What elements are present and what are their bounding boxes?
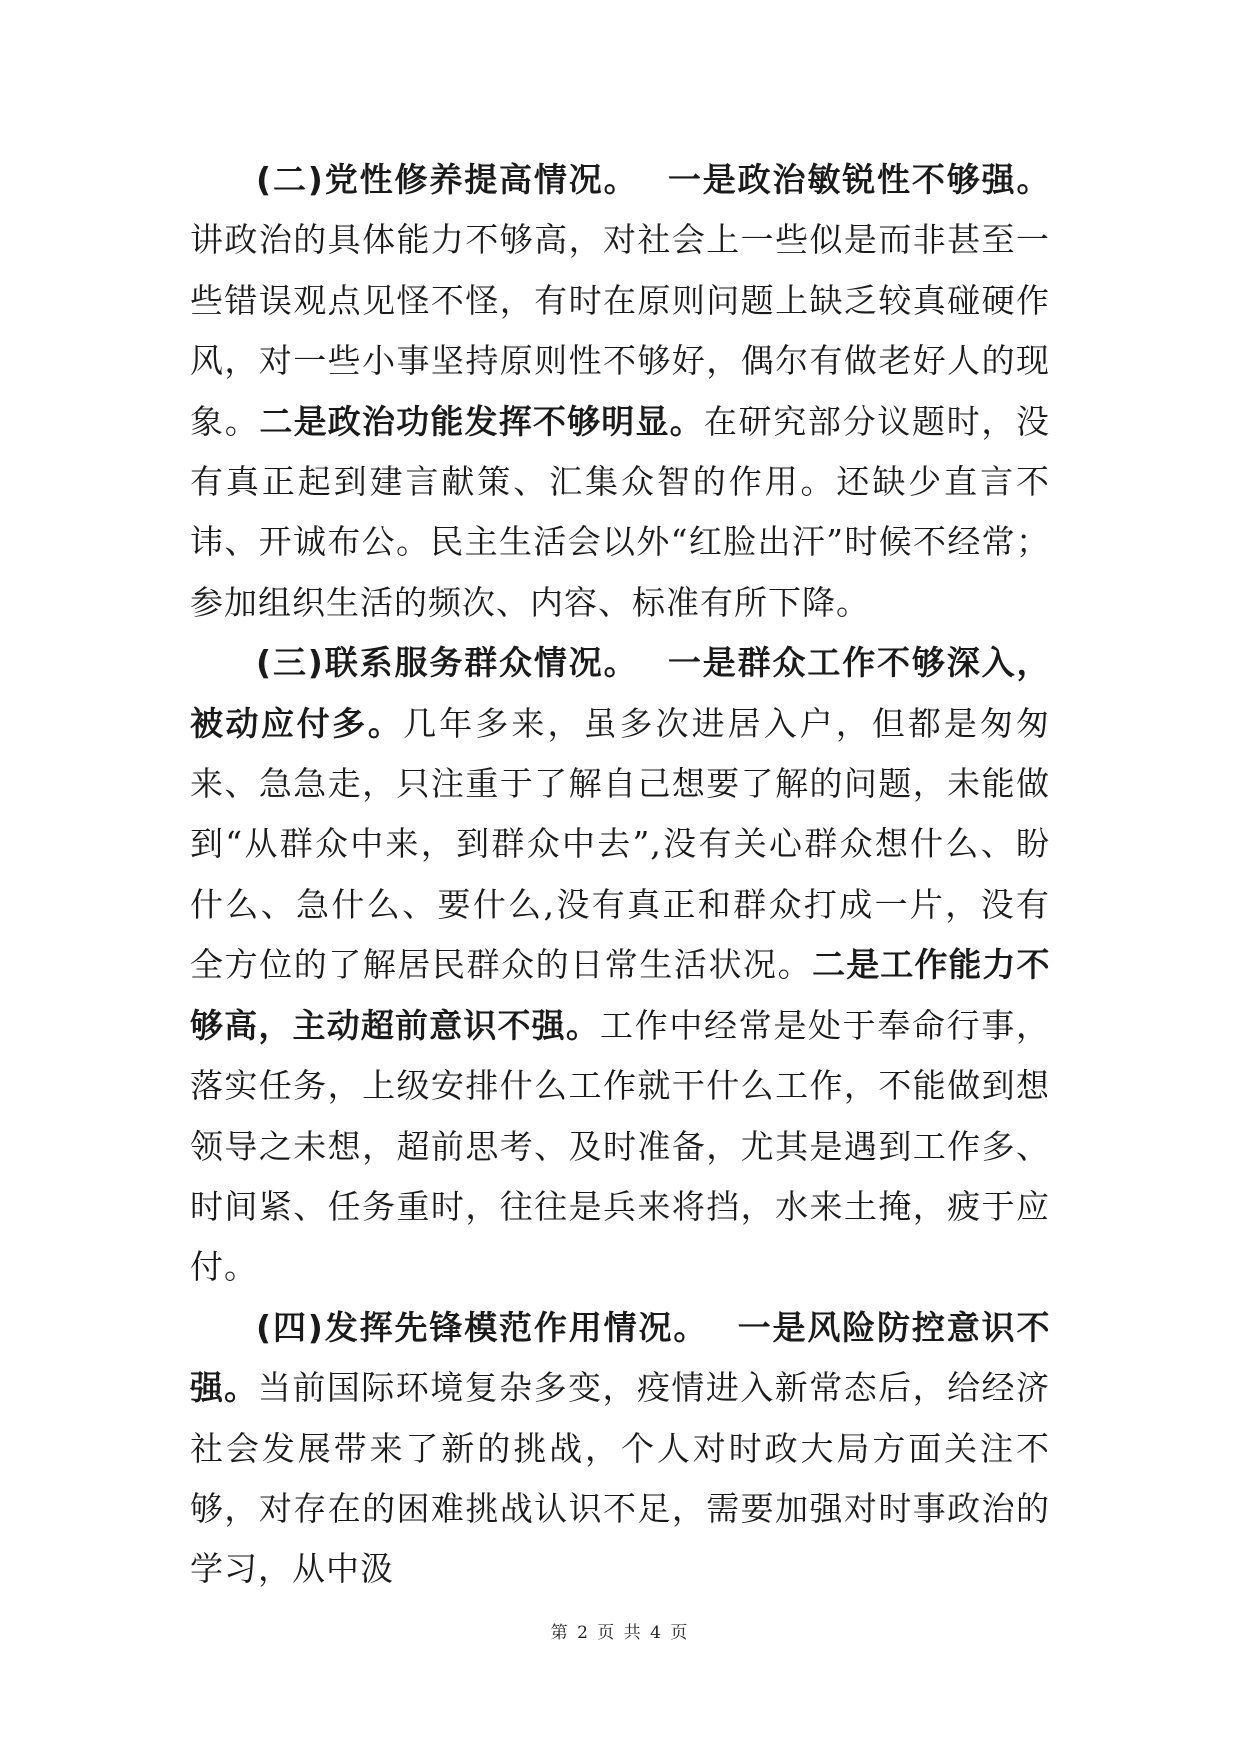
section-vanguard-role xyxy=(190,1298,1050,1600)
page-number-label: 第 2 页 共 4 页 xyxy=(550,1623,690,1643)
section-party-spirit xyxy=(190,150,1050,633)
document-body xyxy=(190,150,1050,1600)
section-heading: (四)发挥先锋模范作用情况。 xyxy=(256,1307,709,1347)
bold-run: 一是风险防控意识不强。 xyxy=(190,1307,1050,1408)
bold-run: 一是政治敏锐性不够强。 xyxy=(666,160,1050,199)
body-run: 工作中经常是处于奉命行事，落实任务，上级安排什么工作就干什么工作，不能做到想领导之未想，超前思考、及时准备，尤其是遇到工作多、时间紧、任务重时，往往是兵来将挡，水来土掩，疲于应付。 xyxy=(190,1005,1051,1287)
bold-run: 二是工作能力不够高，主动超前意识不强。 xyxy=(190,945,1050,1045)
body-run: 当前国际环境复杂多变，疫情进入新常态后，给经济社会发展带来了新的挑战，个人对时政大局方面关注不够，对存在的困难挑战认识不足，需要加强对时事政治的学习，从中汲 xyxy=(190,1368,1051,1589)
section-serving-masses xyxy=(190,633,1050,1297)
section-heading: (三)联系服务群众情况。 xyxy=(256,643,639,683)
bold-run: 一是群众工作不够深入，被动应付多。 xyxy=(190,643,1050,743)
body-run: 在研究部分议题时，没有真正起到建言献策、汇集众智的作用。还缺少直言不讳、开诚布公。民主生活会以外“红脸出汗”时候不经常；参加组织生活的频次、内容、标准有所下降。 xyxy=(190,401,1050,622)
bold-run: 二是政治功能发挥不够明显。 xyxy=(259,401,704,441)
section-heading: (二)党性修养提高情况。 xyxy=(256,160,639,199)
page-footer xyxy=(0,1618,1240,1643)
body-run: 几年多来，虽多次进居入户，但都是匆匆来、急急走，只注重于了解自己想要了解的问题，未能做到“从群众中来，到群众中去”,没有关心群众想什么、盼什么、急什么、要什么,没有真正和群众打成一片，没有全方位的了解居民群众的日常生活状况。 xyxy=(190,703,1051,985)
body-run: 讲政治的具体能力不够高，对社会上一些似是而非甚至一些错误观点见怪不怪，有时在原则问题上缺乏较真碰硬作风，对一些小事坚持原则性不够好，偶尔有做老好人的现象。 xyxy=(190,220,1050,441)
